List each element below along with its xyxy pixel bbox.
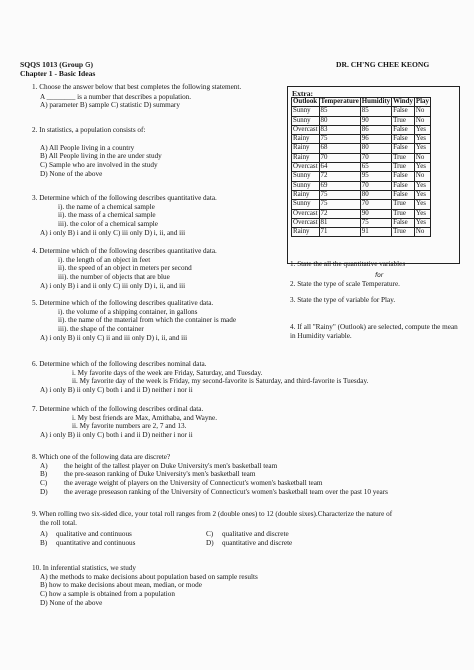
table-row xyxy=(292,153,431,162)
question-10 xyxy=(32,564,258,608)
option-letter: C) xyxy=(40,479,48,488)
course-code xyxy=(20,60,93,69)
option-b: B) All People living in the are under study xyxy=(40,152,162,161)
question-stem: 7. Determine which of the following describes ordinal data. xyxy=(32,405,204,413)
question-2 xyxy=(32,126,162,179)
extra-task-2-text: 2. State the type of scale Temperature. xyxy=(290,280,400,288)
table-cell: 85 xyxy=(360,107,391,116)
table-cell: 90 xyxy=(360,116,391,125)
table-cell: Rainy xyxy=(292,190,320,199)
table-cell: Yes xyxy=(414,135,430,144)
option-d: D) None of the above xyxy=(40,598,103,607)
table-cell: Rainy xyxy=(292,153,320,162)
extra-task-4 xyxy=(290,323,458,340)
option-d: D) None of the above xyxy=(40,169,103,178)
table-cell: Yes xyxy=(414,181,430,190)
table-row xyxy=(292,172,431,181)
question-4 xyxy=(32,247,217,291)
table-cell: Rainy xyxy=(292,228,320,237)
table-cell: False xyxy=(392,135,415,144)
table-row xyxy=(292,218,431,227)
option-c: C) Sample who are involved in the study xyxy=(40,161,158,170)
question-stem: 5. Determine which of the following describes qualitative data. xyxy=(32,299,214,307)
question-stem: 2. In statistics, a population consists of: xyxy=(32,126,146,134)
option-letter: B) xyxy=(40,539,48,548)
table-cell: True xyxy=(392,116,415,125)
table-cell: 72 xyxy=(319,209,360,218)
sub-item-iii: iii). the color of a chemical sample xyxy=(58,220,158,229)
table-cell: Yes xyxy=(414,209,430,218)
table-cell: Sunny xyxy=(292,200,320,209)
table-cell: Yes xyxy=(414,190,430,199)
question-options: A) i only B) i and ii only C) iii only D) i, ii, and iii xyxy=(40,228,186,237)
column-header: Windy xyxy=(393,98,413,105)
table-cell: False xyxy=(392,125,415,134)
question-3 xyxy=(32,194,217,238)
question-stem: 1. Choose the answer below that best completes the following statement. xyxy=(32,83,242,91)
table-cell: 83 xyxy=(319,125,360,134)
table-cell: 70 xyxy=(360,181,391,190)
table-cell: Sunny xyxy=(292,172,320,181)
option-letter: A) xyxy=(40,461,48,470)
sub-item-i: i. My favorite days of the week are Friday, Saturday, and Tuesday. xyxy=(72,368,263,377)
table-cell: True xyxy=(392,153,415,162)
table-cell: False xyxy=(392,190,415,199)
table-cell: 64 xyxy=(319,163,360,172)
option-letter: C) xyxy=(206,530,214,539)
option-text: qualitative and continuous xyxy=(56,530,132,539)
table-cell: 90 xyxy=(360,209,391,218)
option-a: A) the methods to make decisions about population based on sample results xyxy=(40,572,258,581)
column-header: Outlook xyxy=(293,98,318,105)
table-row xyxy=(292,228,431,237)
sub-item-ii: ii). the speed of an object in meters per second xyxy=(58,264,192,273)
question-6 xyxy=(32,360,368,395)
table-cell: No xyxy=(414,107,430,116)
sub-item-i: i). the name of a chemical sample xyxy=(58,202,155,211)
table-row xyxy=(292,200,431,209)
table-cell: True xyxy=(392,163,415,172)
table-cell: 91 xyxy=(360,228,391,237)
table-cell: 65 xyxy=(360,163,391,172)
sub-item-ii: ii). the mass of a chemical sample xyxy=(58,211,156,220)
table-cell: False xyxy=(392,218,415,227)
table-cell: Rainy xyxy=(292,144,320,153)
table-cell: 80 xyxy=(360,144,391,153)
option-letter: D) xyxy=(206,539,214,548)
table-row xyxy=(292,163,431,172)
table-cell: False xyxy=(392,144,415,153)
table-cell: False xyxy=(392,181,415,190)
sub-item-i: i. My best friends are Max, Amithaba, and Wayne. xyxy=(72,413,217,422)
table-cell: 70 xyxy=(360,153,391,162)
question-sub: A ________ is a number that describes a population. xyxy=(40,92,192,101)
table-cell: 75 xyxy=(360,218,391,227)
table-cell: False xyxy=(392,172,415,181)
table-cell: No xyxy=(414,153,430,162)
extra-task-3: 3. State the type of variable for Play. xyxy=(290,296,396,304)
table-cell: Yes xyxy=(414,125,430,134)
question-8 xyxy=(32,453,388,497)
table-cell: Sunny xyxy=(292,181,320,190)
table-cell: Overcast xyxy=(293,163,318,171)
column-header: Play xyxy=(415,98,429,105)
question-options: A) i only B) ii only C) ii and iii only D) i, ii, and iii xyxy=(40,333,188,342)
table-cell: No xyxy=(414,116,430,125)
course-code-text: SQQS 1013 (Group xyxy=(20,60,84,69)
table-cell: No xyxy=(414,228,430,237)
table-cell: 69 xyxy=(319,181,360,190)
sub-item-iii: iii). the number of objects that are blue xyxy=(58,273,170,282)
table-cell: 70 xyxy=(360,200,391,209)
sub-item-i: i). the volume of a shipping container, in gallons xyxy=(58,307,198,316)
question-5 xyxy=(32,299,236,343)
table-cell: Yes xyxy=(414,144,430,153)
table-cell: 80 xyxy=(360,190,391,199)
table-row xyxy=(292,190,431,199)
table-row xyxy=(292,116,431,125)
extra-title: Extra: xyxy=(292,89,314,98)
option-letter: D) xyxy=(40,487,48,496)
question-options: A) i only B) i and ii only C) iii only D) i, ii, and iii xyxy=(40,281,186,290)
table-cell: Overcast xyxy=(293,209,318,217)
table-row xyxy=(292,181,431,190)
question-options: A) i only B) ii only C) both i and ii D) neither i nor ii xyxy=(40,386,193,395)
extra-exercise-box xyxy=(287,86,460,264)
table-cell: 95 xyxy=(360,172,391,181)
table-cell: 81 xyxy=(319,218,360,227)
question-options: A) parameter B) sample C) statistic D) summary xyxy=(40,101,180,110)
table-cell: Sunny xyxy=(292,116,320,125)
option-a: A) All People living in a country xyxy=(40,143,135,152)
option-c: C) how a sample is obtained from a population xyxy=(40,590,175,599)
sub-item-ii: ii. My favorite numbers are 2, 7 and 13. xyxy=(72,422,187,431)
extra-task-1: 1. State the all the quantitative variables xyxy=(290,260,406,268)
option-text: the height of the tallest player on Duke University's men's basketball team xyxy=(64,461,278,470)
table-cell: No xyxy=(414,172,430,181)
table-cell: 71 xyxy=(319,228,360,237)
question-options: A) i only B) ii only C) both i and ii D) neither i nor ii xyxy=(40,431,193,440)
option-text: qualitative and discrete xyxy=(222,530,289,539)
table-cell: 86 xyxy=(360,125,391,134)
table-cell: True xyxy=(392,200,415,209)
question-1 xyxy=(32,83,241,110)
option-letter: A) xyxy=(40,530,48,539)
table-cell: True xyxy=(392,209,415,218)
question-9 xyxy=(32,510,392,548)
option-text: the pre-season ranking of Duke University's men's basketball team xyxy=(64,470,256,479)
column-header: Temperature xyxy=(320,98,359,105)
option-text: the average weight of players on the University of Connecticut's women's basketball team xyxy=(64,479,323,488)
table-cell: Sunny xyxy=(292,107,320,116)
table-cell: 80 xyxy=(319,116,360,125)
table-header-row xyxy=(292,98,431,107)
question-7 xyxy=(32,405,217,440)
table-cell: Yes xyxy=(414,200,430,209)
course-code-close: ) xyxy=(90,60,94,69)
table-cell: 75 xyxy=(319,135,360,144)
table-cell: Yes xyxy=(414,163,430,172)
table-cell: 85 xyxy=(319,107,360,116)
table-row xyxy=(292,209,431,218)
question-stem: 4. Determine which of the following describes quantitative data. xyxy=(32,247,217,255)
question-stem: 8. Which one of the following data are discrete? xyxy=(32,453,171,461)
group-handwritten-mark: G xyxy=(85,61,91,69)
question-stem: 6. Determine which of the following describes nominal data. xyxy=(32,360,207,368)
author-name: DR. CH'NG CHEE KEONG xyxy=(336,60,430,69)
table-cell: 75 xyxy=(319,190,360,199)
table-cell: Rainy xyxy=(292,135,320,144)
question-stem-continued: the roll total. xyxy=(40,518,77,527)
question-stem: 10. In inferential statistics, we study xyxy=(32,564,136,572)
option-text: quantitative and discrete xyxy=(222,539,293,548)
table-cell: 72 xyxy=(319,172,360,181)
sub-item-ii: ii. My favorite day of the week is Friday, my second-favorite is Saturday, and third-favorite is Tuesday. xyxy=(72,377,369,386)
table-row xyxy=(292,135,431,144)
table-row xyxy=(292,107,431,116)
sub-item-iii: iii). the shape of the container xyxy=(58,325,144,334)
table-row xyxy=(292,144,431,153)
table-cell: 70 xyxy=(319,153,360,162)
column-header: Humidity xyxy=(361,98,391,105)
table-cell: 75 xyxy=(319,200,360,209)
table-cell: 96 xyxy=(360,135,391,144)
sub-item-i: i). the length of an object in feet xyxy=(58,255,151,264)
chapter-title: Chapter 1 - Basic Ideas xyxy=(20,69,96,78)
handwritten-for: for xyxy=(375,272,384,279)
table-cell: False xyxy=(392,107,415,116)
table-cell: 68 xyxy=(319,144,360,153)
option-b: B) how to make decisions about mean, median, or mode xyxy=(40,581,202,590)
option-letter: B) xyxy=(40,470,48,479)
sub-item-ii: ii). the name of the material from which the container is made xyxy=(58,316,237,325)
question-stem: 3. Determine which of the following describes quantitative data. xyxy=(32,194,217,202)
extra-task-4-text: 4. If all "Rainy" (Outlook) are selected, compute the mean in Humidity variable. xyxy=(290,323,458,340)
table-cell: True xyxy=(392,228,415,237)
question-stem: 9. When rolling two six-sided dice, your total roll ranges from 2 (double ones) to 12 (double sixes).Characterize the nature of xyxy=(32,510,393,518)
table-cell: Overcast xyxy=(293,218,318,226)
table-cell: Yes xyxy=(414,218,430,227)
option-text: quantitative and continuous xyxy=(56,539,136,548)
table-row xyxy=(292,125,431,134)
weather-data-table xyxy=(291,97,431,237)
extra-task-2 xyxy=(290,280,400,289)
table-cell: Overcast xyxy=(293,125,318,133)
option-text: the average preseason ranking of the University of Connecticut's women's basketball team over the past 10 years xyxy=(64,487,388,496)
